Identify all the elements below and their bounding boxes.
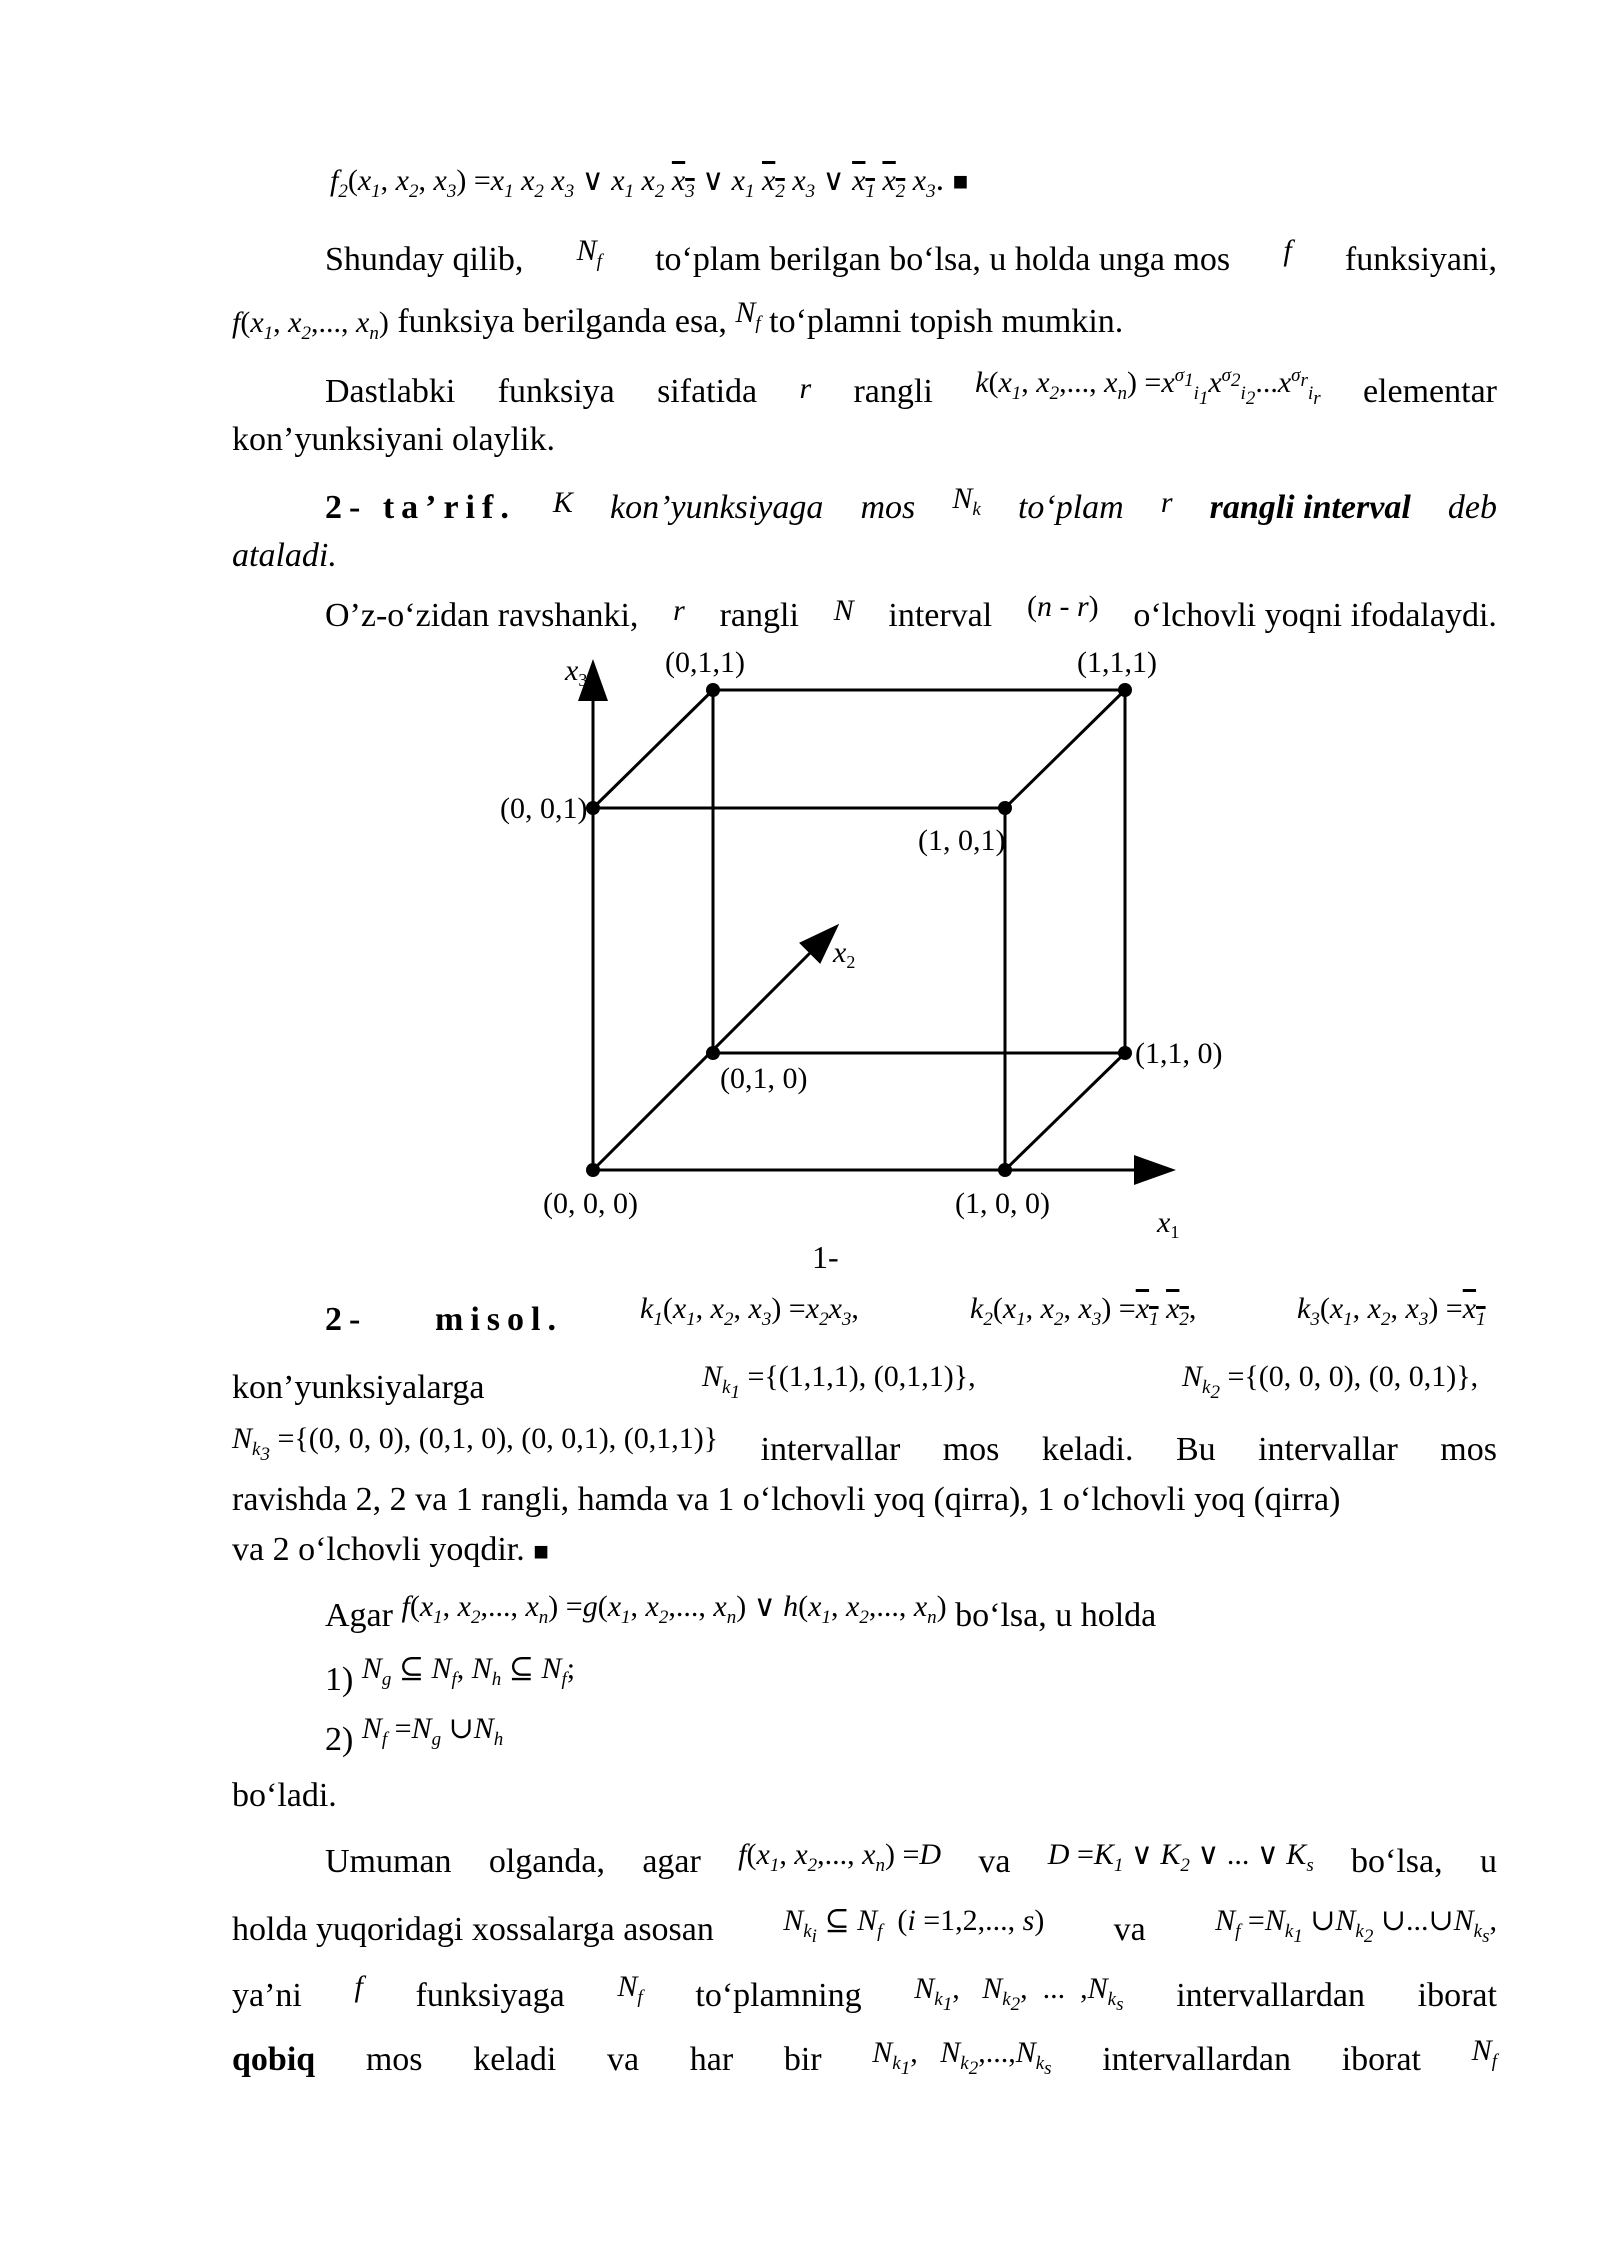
item1-line xyxy=(325,1652,576,1701)
math-f-g-h: $f(x_1$, $x_2$,..., $x_n) =g(x_1$, $x_2$,..., $x_n$) ∨ $h(x_1$, $x_2$,..., $x_n$) xyxy=(401,1590,947,1628)
general-text-b: olganda, xyxy=(488,1843,605,1880)
general4-text-b: mos xyxy=(365,2041,423,2078)
label-x1: $x_1$ xyxy=(1157,1206,1180,1242)
general3-text-e: iborat xyxy=(1417,1977,1497,2014)
figure-caption: 1- xyxy=(812,1239,839,1275)
math-item1: $N_g$ ⊆ $N_f$, $N_h$ ⊆ $N_f$; xyxy=(361,1652,576,1690)
math-N: N xyxy=(833,594,854,627)
definition-text-c: to‘plam xyxy=(1017,489,1124,526)
general3-text-c: to‘plamning xyxy=(695,1977,862,2014)
example-text-d: mos xyxy=(942,1431,1000,1468)
general-line1 xyxy=(325,1838,1497,1883)
example-text-h: mos xyxy=(1440,1431,1497,1468)
general3-text-b: funksiyaga xyxy=(415,1977,565,2014)
label-v001: (0, 0,1) xyxy=(500,792,588,825)
para1-text-d: funksiya berilganda esa, xyxy=(397,303,727,340)
example-line1 xyxy=(325,1292,1497,1341)
general4-text-d: va xyxy=(606,2041,640,2078)
math-k2: $k_2(x_1$, $x_2$, $x_3) =x_1$ $x_2$, xyxy=(970,1292,1197,1330)
math-k3: $k_3(x_1$, $x_2$, $x_3) =x_1$ xyxy=(1297,1292,1486,1330)
general-text-a: Umuman xyxy=(325,1843,452,1880)
label-x3: $x_3$ xyxy=(565,654,588,690)
example-text-g: intervallar xyxy=(1258,1431,1398,1468)
math-f-D: $f(x_1$, $x_2$,..., $x_n) =D$ xyxy=(738,1838,942,1876)
example-text-e: keladi. xyxy=(1041,1431,1134,1468)
math-Nf-2: $N_f$ xyxy=(735,296,761,334)
para3-text-c: interval xyxy=(888,597,993,634)
boladi-text: bo‘ladi. xyxy=(232,1777,337,1814)
general-line3 xyxy=(232,1970,1497,2017)
vertex-001 xyxy=(586,801,600,815)
label-v111: (1,1,1) xyxy=(1077,646,1157,679)
math-f-xn: $f(x_1$, $x_2$,..., $x_n$) xyxy=(232,306,389,344)
general-text-d: va xyxy=(978,1843,1011,1880)
para3-text-a: O’z-o‘zidan ravshanki, xyxy=(325,597,639,634)
example-text-f: Bu xyxy=(1175,1431,1216,1468)
general3-text-d: intervallardan xyxy=(1176,1977,1365,2014)
general4-text-c: keladi xyxy=(473,2041,557,2078)
vertex-110 xyxy=(1118,1046,1132,1060)
item1-number: 1) xyxy=(325,1661,354,1698)
item2-line xyxy=(325,1712,504,1761)
math-k-conjunction: $k(x_1$, $x_2$,..., $x_n) =x^{\sigma_1}_{i_1}x^{\sigma_2}_{i_2}...x^{\sigma_r}_{i_r}$ xyxy=(975,365,1321,409)
boladi-line xyxy=(232,1776,337,1816)
example-text-c: intervallar xyxy=(760,1431,901,1468)
qed-mark-2: ■ xyxy=(533,1537,549,1566)
vertex-100 xyxy=(998,1163,1012,1177)
general4-text-h: iborat xyxy=(1341,2041,1421,2078)
para3-text-b: rangli xyxy=(719,597,799,634)
general-line2 xyxy=(232,1904,1497,1951)
para1-text-a: Shunday qilib, xyxy=(325,241,524,278)
math-r: r xyxy=(799,372,812,405)
definition-text-e: deb xyxy=(1447,489,1497,526)
math-Nk3: $N_{k_3} =\{(0$, 0, 0), (0,1, 0), (0, 0,1), (0,1,1)} xyxy=(232,1422,719,1465)
label-v101: (1, 0,1) xyxy=(918,824,1006,857)
item2-number: 2) xyxy=(325,1721,354,1758)
label-v010: (0,1, 0) xyxy=(720,1062,808,1095)
math-Nf: $N_f$ xyxy=(576,234,602,272)
example-line2 xyxy=(232,1360,1497,1409)
general4-text-g: intervallardan xyxy=(1102,2041,1292,2078)
edge-001-011 xyxy=(593,690,713,808)
general-text-e: bo‘lsa, xyxy=(1351,1843,1443,1880)
math-Nk: $N_k$ xyxy=(952,482,981,520)
general-text-c: agar xyxy=(642,1843,701,1880)
example-line4 xyxy=(232,1480,1340,1520)
math-r-3: r xyxy=(673,594,685,627)
example-text-b: kon’yunksiyalarga xyxy=(232,1369,485,1406)
para2-text-f: kon’yunksiyani olaylik. xyxy=(232,421,555,458)
para2-text-a: Dastlabki xyxy=(325,373,456,410)
para2-text-b: funksiya xyxy=(497,373,615,410)
agar-end-text: bo‘lsa, u holda xyxy=(955,1597,1157,1634)
qed-mark: ■ xyxy=(952,167,969,196)
general4-text-a: qobiq xyxy=(232,2041,316,2078)
formula-f2: $f_2(x_1$, $x_2$, $x_3) =x_1$ $x_2$ $x_3$ ∨ $x_1$ $x_2$ $x_3$ ∨ $x_1$ $x_2$ $x_3$ ∨ $x_1$ $x_2$ $x_3$. ■ xyxy=(330,161,969,202)
example-number: 2- xyxy=(325,1301,368,1338)
general-line4 xyxy=(232,2034,1497,2081)
math-r-2: r xyxy=(1160,486,1173,519)
general4-text-e: har xyxy=(689,2041,734,2078)
label-v100: (1, 0, 0) xyxy=(955,1187,1050,1220)
para3-text-d: o‘lchovli yoqni ifodalaydi. xyxy=(1133,597,1497,634)
vertex-111 xyxy=(1118,683,1132,697)
math-Nki-subset: $N_{k_i}$ ⊆ $N_f$ (i =1,2,..., s) xyxy=(783,1904,1045,1947)
math-Nf-3: $N_f$ xyxy=(617,1970,643,2008)
math-f: f xyxy=(1283,234,1292,267)
formula-f2-math: $f_2(x_1$, $x_2$, $x_3) =x_1$ $x_2$ $x_3$ ∨ $x_1$ $x_2$ $x_3$ ∨ $x_1$ $x_2$ $x_3$ ∨ $x_1$ $x_2$ $x_3$ xyxy=(330,164,936,202)
para2-text-c: sifatida xyxy=(657,373,758,410)
para1-text-e: to‘plamni topish mumkin. xyxy=(769,303,1124,340)
math-Nk-list-2: $N_{k_1}$, $N_{k_2},...,N_{k_s}$ xyxy=(872,2036,1052,2079)
math-k1: $k_1(x_1$, $x_2$, $x_3) =x_2x_3$, xyxy=(640,1292,859,1330)
definition-number: 2- ta’rif. xyxy=(325,489,516,526)
vertex-000 xyxy=(586,1163,600,1177)
example-text-line2: ravishda 2, 2 va 1 rangli, hamda va 1 o‘lchovli yoq (qirra), 1 o‘lchovli yoq (qirra) xyxy=(232,1481,1341,1518)
para2-text-d: rangli xyxy=(853,373,933,410)
label-v000: (0, 0, 0) xyxy=(543,1187,638,1220)
edge-100-110 xyxy=(1005,1053,1125,1170)
general2-text-a: holda yuqoridagi xossalarga asosan xyxy=(232,1911,714,1948)
math-Nk-list: $N_{k_1}$, $N_{k_2}$, ... $,N_{k_s}$ xyxy=(914,1972,1124,2015)
vertex-101 xyxy=(998,801,1012,815)
math-Nf-4: $N_f$ xyxy=(1471,2034,1497,2072)
para1-text-c: funksiyani, xyxy=(1344,241,1497,278)
general3-text-a: ya’ni xyxy=(232,1977,302,2014)
math-item2: $N_f =N_g$ $\cup N_h$ xyxy=(361,1712,504,1750)
math-D-K: $D =K_1$ ∨ $K_2$ ∨ ... ∨ $K_s$ xyxy=(1047,1838,1314,1876)
agar-text: Agar xyxy=(325,1597,393,1634)
para1-text-b: to‘plam berilgan bo‘lsa, u holda unga mos xyxy=(655,241,1231,278)
example-line3 xyxy=(232,1422,1497,1471)
general2-text-b: va xyxy=(1113,1911,1146,1948)
math-Nk1: $N_{k_1} =\{(1,1,1)$, (0,1,1)}, xyxy=(702,1360,976,1403)
label-x2: $x_2$ xyxy=(833,936,856,972)
example-text-line3: va 2 o‘lchovli yoqdir. xyxy=(232,1531,525,1568)
example-word: misol. xyxy=(435,1301,563,1338)
label-v011: (0,1,1) xyxy=(665,646,745,679)
agar-line xyxy=(325,1590,1157,1637)
edge-101-111 xyxy=(1005,690,1125,808)
para2-text-e: elementar xyxy=(1362,373,1497,410)
definition-text-a: kon’yunksiyaga xyxy=(610,489,824,526)
math-Nk2: $N_{k_2} =\{(0$, 0, 0), (0, 0,1)}, xyxy=(1182,1360,1479,1403)
label-v110: (1,1, 0) xyxy=(1135,1037,1223,1070)
general4-text-f: bir xyxy=(783,2041,822,2078)
vertex-011 xyxy=(706,683,720,697)
vertex-010 xyxy=(706,1046,720,1060)
definition-term: rangli interval xyxy=(1209,489,1411,526)
math-n-minus-r: (n - r) xyxy=(1026,590,1099,623)
example-line5 xyxy=(232,1530,549,1572)
general-text-f: u xyxy=(1479,1843,1497,1880)
definition-text-f: ataladi. xyxy=(232,537,337,574)
math-Nf-union: $N_f =N_{k_1}$ $\cup N_{k_2}$ $\cup...\cup N_{k_s}$, xyxy=(1215,1904,1497,1947)
math-f-2: f xyxy=(354,1970,363,2003)
definition-text-b: mos xyxy=(860,489,916,526)
math-K: K xyxy=(552,486,573,519)
